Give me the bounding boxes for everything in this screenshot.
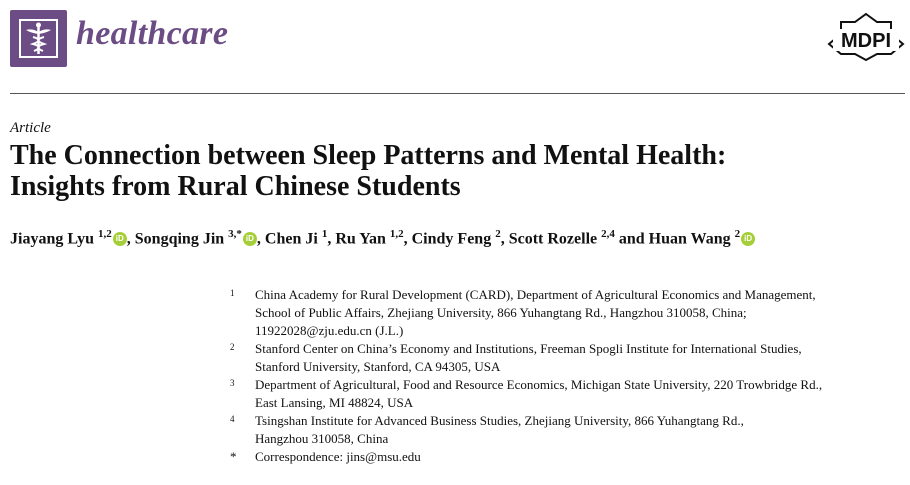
affiliation-line: School of Public Affairs, Zhejiang University, 866 Yuhangtang Rd., Hangzhou 310058, China; — [255, 305, 747, 320]
author-name[interactable]: Scott Rozelle — [508, 230, 598, 248]
author-affiliation-sup: 1 — [321, 228, 328, 240]
orcid-icon[interactable]: iD — [741, 232, 755, 246]
journal-logo — [10, 10, 67, 67]
correspondence-mark: * — [230, 449, 237, 464]
paper-title — [10, 140, 900, 202]
affiliations — [230, 286, 905, 466]
affiliation-item — [230, 286, 905, 340]
correspondence — [230, 448, 905, 466]
affiliation-line: Stanford Center on China’s Economy and Institutions, Freeman Spogli Institute for International Studies, — [255, 341, 802, 356]
affiliation-line: Department of Agricultural, Food and Resource Economics, Michigan State University, 220 Trowbridge Rd., — [255, 377, 823, 392]
author-name[interactable]: Songqing Jin — [134, 230, 225, 248]
title-line: Insights from Rural Chinese Students — [10, 171, 461, 202]
orcid-icon[interactable]: iD — [113, 232, 127, 246]
author-affiliation-sup: 3,* — [228, 228, 242, 240]
title-line: The Connection between Sleep Patterns and Mental Health: — [10, 140, 727, 171]
header-divider — [10, 93, 905, 94]
author-name[interactable]: Huan Wang — [648, 230, 731, 248]
author-name[interactable]: Jiayang Lyu — [10, 230, 95, 248]
article-type: Article — [10, 120, 51, 136]
author-affiliation-sup: 1,2 — [98, 228, 112, 240]
author-name[interactable]: Ru Yan — [335, 230, 386, 248]
affiliation-item — [230, 376, 905, 412]
journal-header — [10, 10, 905, 90]
affiliation-number: 2 — [230, 342, 235, 352]
affiliation-line: Tsingshan Institute for Advanced Business Studies, Zhejiang University, 866 Yuhangtang Rd., — [255, 413, 744, 428]
orcid-icon[interactable]: iD — [243, 232, 257, 246]
svg-text:MDPI: MDPI — [841, 30, 891, 52]
affiliation-line: 11922028@zju.edu.cn (J.L.) — [255, 323, 404, 338]
correspondence-text[interactable]: Correspondence: jins@msu.edu — [255, 449, 421, 464]
affiliation-item — [230, 340, 905, 376]
mdpi-logo — [827, 12, 905, 67]
affiliation-line: Stanford University, Stanford, CA 94305, USA — [255, 359, 501, 374]
author-affiliation-sup: 2 — [495, 228, 501, 240]
affiliation-line: Hangzhou 310058, China — [255, 431, 389, 446]
author-name[interactable]: Chen Ji — [264, 230, 318, 248]
affiliation-line: East Lansing, MI 48824, USA — [255, 395, 414, 410]
author-list: Jiayang Lyu $^{1,2}$ iD , Songqing Jin $^{3,*}$ iD , Chen Ji $^1$, Ru Yan $^{1,2}$, Cindy Feng $^2$, Scott Rozelle $^{2,4}$ and Huan Wang $^2$ iD — [10, 228, 755, 248]
caduceus-icon — [18, 18, 59, 59]
author-affiliation-sup: 2 — [734, 228, 741, 240]
affiliation-item — [230, 412, 905, 448]
affiliation-number: 4 — [230, 414, 235, 424]
affiliation-number: 3 — [230, 378, 235, 388]
author-affiliation-sup: 1,2 — [389, 228, 404, 240]
affiliation-number: 1 — [230, 288, 235, 298]
author-name[interactable]: Cindy Feng — [411, 230, 492, 248]
author-affiliation-sup: 2,4 — [601, 228, 615, 240]
journal-name: healthcare — [76, 15, 229, 52]
affiliation-line: China Academy for Rural Development (CARD), Department of Agricultural Economics and Management, — [255, 287, 816, 302]
